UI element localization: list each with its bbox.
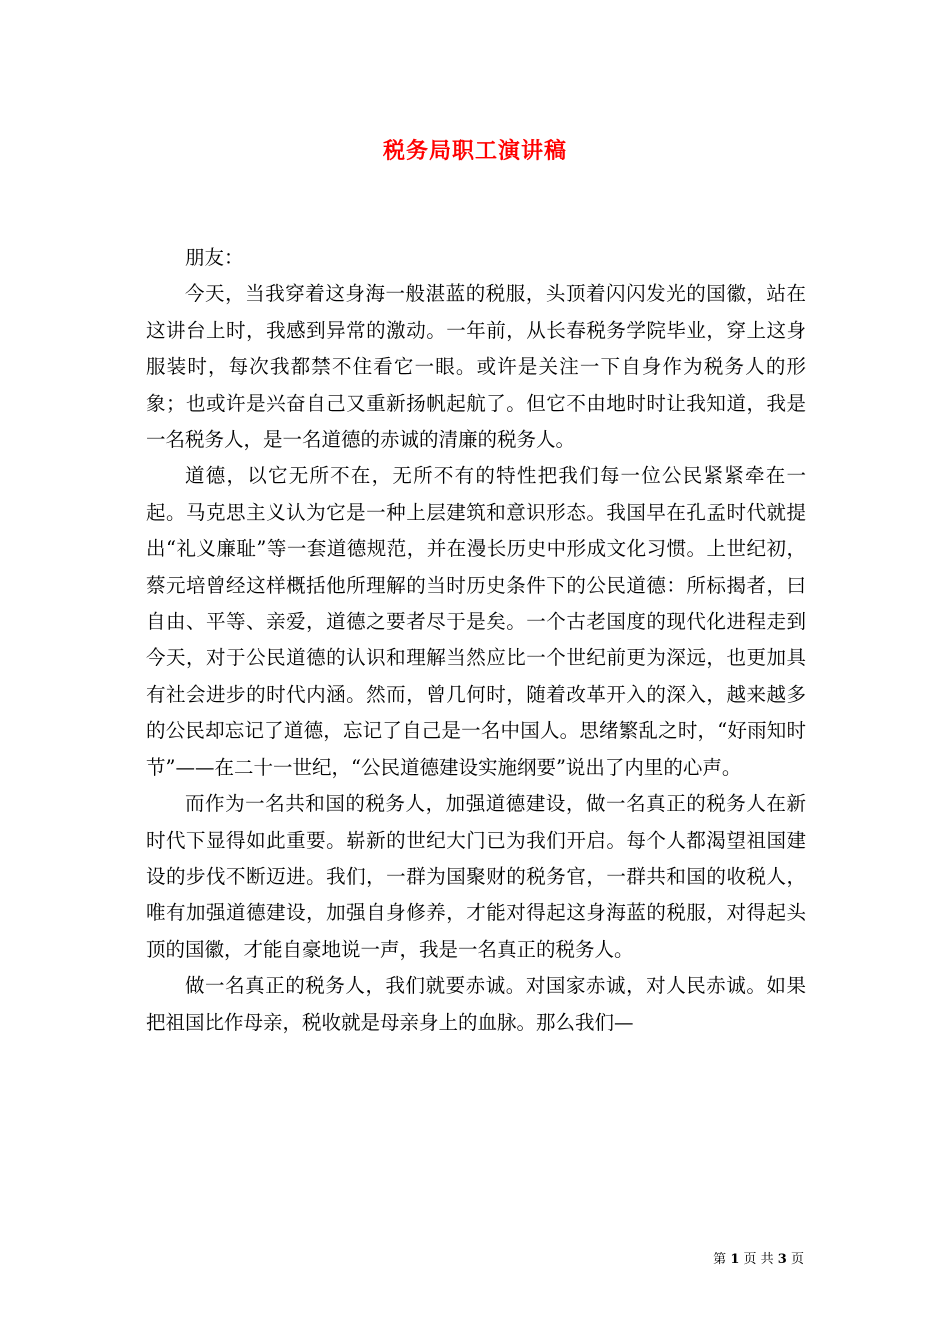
paragraph-4: 做一名真正的税务人，我们就要赤诚。对国家赤诚，对人民赤诚。如果把祖国比作母亲，税收就是母亲身上的血脉。那么我们—: [146, 974, 806, 1034]
paragraph-1: 今天，当我穿着这身海一般湛蓝的税服，头顶着闪闪发光的国徽，站在这讲台上时，我感到异常的激动。一年前，从长春税务学院毕业，穿上这身服装时，每次我都禁不住看它一眼。或许是关注一下自身作为税务人的形象；也或许是兴奋自己又重新扬帆起航了。但它不由地时时让我知道，我是一名税务人，是一名道德的赤诚的清廉的税务人。: [146, 282, 806, 452]
document-body: [146, 240, 806, 1041]
footer-middle: 页 共: [743, 1252, 774, 1267]
greeting: 朋友：: [185, 246, 244, 269]
footer-prefix: 第: [713, 1252, 727, 1267]
page-footer: [713, 1248, 804, 1267]
footer-total-pages: 3: [777, 1252, 787, 1267]
footer-current-page: 1: [730, 1252, 740, 1267]
paragraph-3: 而作为一名共和国的税务人，加强道德建设，做一名真正的税务人在新时代下显得如此重要。崭新的世纪大门已为我们开启。每个人都渴望祖国建设的步伐不断迈进。我们，一群为国聚财的税务官，一群共和国的收税人，唯有加强道德建设，加强自身修养，才能对得起这身海蓝的税服，对得起头顶的国徽，才能自豪地说一声，我是一名真正的税务人。: [146, 792, 806, 961]
paragraph-2: 道德，以它无所不在，无所不有的特性把我们每一位公民紧紧牵在一起。马克思主义认为它是一种上层建筑和意识形态。我国早在孔孟时代就提出“礼义廉耻”等一套道德规范，并在漫长历史中形成文化习惯。上世纪初，蔡元培曾经这样概括他所理解的当时历史条件下的公民道德：所标揭者，曰自由、平等、亲爱，道德之要者尽于是矣。一个古老国度的现代化进程走到今天，对于公民道德的认识和理解当然应比一个世纪前更为深远，也更加具有社会进步的时代内涵。然而，曾几何时，随着改革开入的深入，越来越多的公民却忘记了道德，忘记了自己是一名中国人。思绪繁乱之时，“好雨知时节”——在二十一世纪，“公民道德建设实施纲要”说出了内里的心声。: [146, 464, 806, 779]
footer-suffix: 页: [790, 1252, 804, 1267]
document-title: 税务局职工演讲稿: [382, 138, 567, 164]
